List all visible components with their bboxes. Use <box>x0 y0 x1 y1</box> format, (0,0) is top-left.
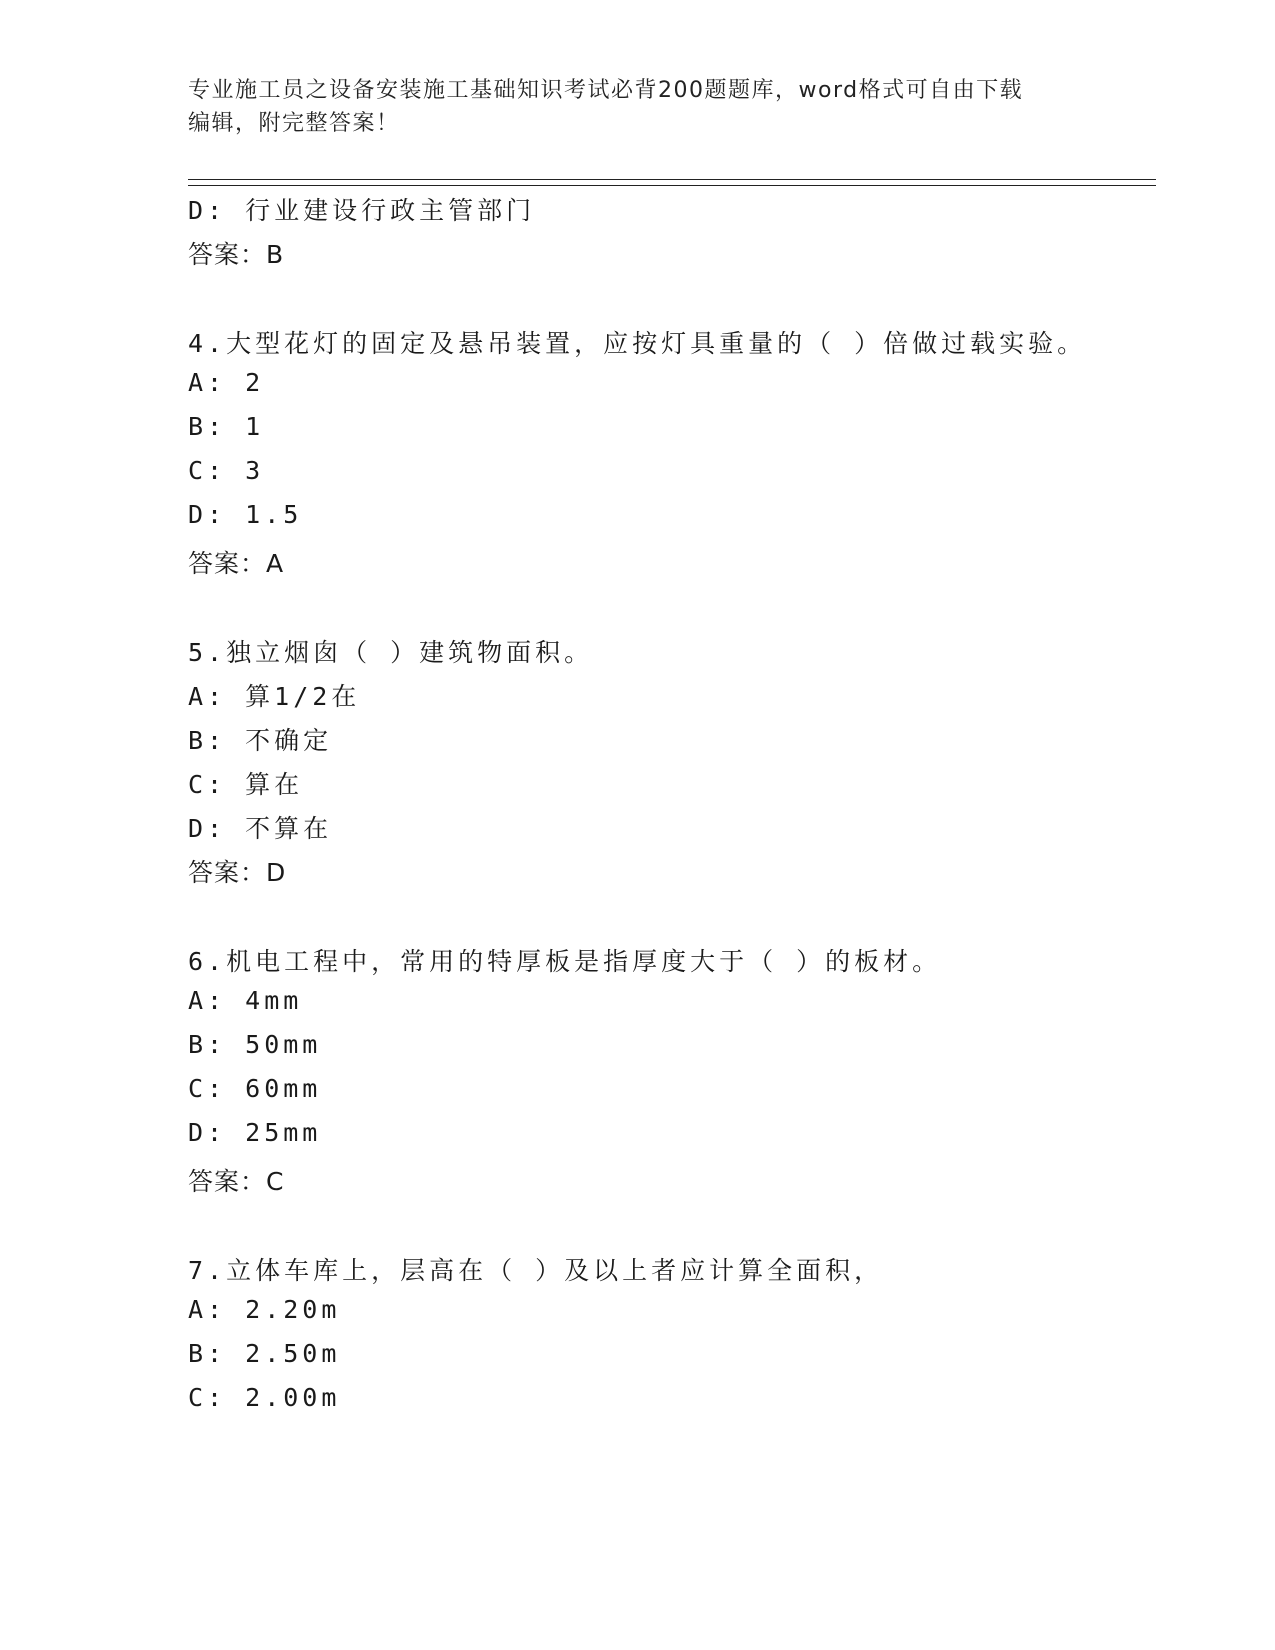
q5-option-a: A: 算1/2在 <box>188 682 361 711</box>
header-title-line1: 专业施工员之设备安装施工基础知识考试必背200题题库，word格式可自由下载 <box>188 78 1024 103</box>
q5-option-d: D: 不算在 <box>188 814 333 843</box>
q5-answer: 答案：D <box>188 858 287 887</box>
q4-answer: 答案：A <box>188 549 285 578</box>
q6-option-a: A: 4mm <box>188 986 303 1015</box>
q6-option-b: B: 50mm <box>188 1030 322 1059</box>
q4-option-c: C: 3 <box>188 456 265 485</box>
header-rule-top <box>188 179 1156 180</box>
q7-option-c: C: 2.00m <box>188 1383 341 1412</box>
header-rule-bottom <box>188 185 1156 186</box>
q4-option-d: D: 1.5 <box>188 500 303 529</box>
q6-option-d: D: 25mm <box>188 1118 322 1147</box>
q5-option-c: C: 算在 <box>188 770 304 799</box>
q7-option-b: B: 2.50m <box>188 1339 341 1368</box>
document-header <box>188 74 1088 140</box>
q4-question: 4.大型花灯的固定及悬吊装置，应按灯具重量的（ ）倍做过载实验。 <box>188 329 1087 358</box>
q6-question: 6.机电工程中，常用的特厚板是指厚度大于（ ）的板材。 <box>188 947 942 976</box>
q6-answer: 答案：C <box>188 1167 285 1196</box>
q6-option-c: C: 60mm <box>188 1074 322 1103</box>
q5-option-b: B: 不确定 <box>188 726 333 755</box>
q7-option-a: A: 2.20m <box>188 1295 341 1324</box>
q4-option-b: B: 1 <box>188 412 265 441</box>
header-title-line2: 编辑，附完整答案！ <box>188 111 400 136</box>
q3-answer: 答案：B <box>188 240 285 269</box>
q3-option-d: D: 行业建设行政主管部门 <box>188 196 536 225</box>
q5-question: 5.独立烟囱（ ）建筑物面积。 <box>188 638 594 667</box>
q7-question: 7.立体车库上，层高在（ ）及以上者应计算全面积， <box>188 1256 884 1285</box>
q4-option-a: A: 2 <box>188 368 265 397</box>
